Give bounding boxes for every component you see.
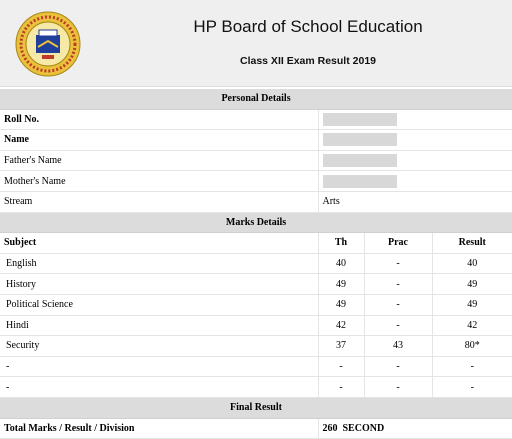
table-row	[0, 315, 512, 336]
col-prac: Prac	[364, 233, 432, 254]
row-father-name	[0, 150, 512, 171]
result-cell: 40	[432, 253, 512, 274]
row-name	[0, 130, 512, 151]
table-row	[0, 274, 512, 295]
table-row	[0, 294, 512, 315]
table-row	[0, 336, 512, 357]
result-cell: 42	[432, 315, 512, 336]
result-cell: 80*	[432, 336, 512, 357]
th-cell: 49	[318, 294, 364, 315]
prac-cell: -	[364, 274, 432, 295]
board-title: HP Board of School Education	[193, 17, 423, 36]
result-cell: 49	[432, 294, 512, 315]
section-personal-details	[0, 89, 512, 109]
table-row	[0, 253, 512, 274]
redacted-name	[323, 133, 397, 146]
subject-cell: Security	[0, 336, 318, 357]
page-header	[0, 0, 512, 87]
father-label: Father's Name	[0, 150, 318, 171]
table-row	[0, 356, 512, 377]
subject-cell: Hindi	[0, 315, 318, 336]
name-label: Name	[0, 130, 318, 151]
mother-label: Mother's Name	[0, 171, 318, 192]
th-cell: 49	[318, 274, 364, 295]
table-row	[0, 377, 512, 398]
th-cell: -	[318, 377, 364, 398]
mother-value	[318, 171, 512, 192]
row-roll-no	[0, 109, 512, 130]
marks-header-row	[0, 233, 512, 254]
section-marks-details	[0, 212, 512, 233]
prac-cell: -	[364, 377, 432, 398]
prac-cell: 43	[364, 336, 432, 357]
final-label: Total Marks / Result / Division	[0, 418, 318, 439]
subject-cell: English	[0, 253, 318, 274]
final-value: 260 SECOND	[318, 418, 512, 439]
row-mother-name	[0, 171, 512, 192]
redacted-mother	[323, 175, 397, 188]
result-table	[0, 89, 512, 439]
th-cell: -	[318, 356, 364, 377]
name-value	[318, 130, 512, 151]
th-cell: 37	[318, 336, 364, 357]
prac-cell: -	[364, 294, 432, 315]
board-seal-icon	[15, 11, 81, 77]
result-cell: -	[432, 377, 512, 398]
subject-cell: History	[0, 274, 318, 295]
row-final-result	[0, 418, 512, 439]
subject-cell: Political Science	[0, 294, 318, 315]
redacted-roll	[323, 113, 397, 126]
father-value	[318, 150, 512, 171]
section-final-result	[0, 397, 512, 418]
subject-cell: -	[0, 377, 318, 398]
roll-label: Roll No.	[0, 109, 318, 130]
section-title: Personal Details	[0, 89, 512, 109]
result-cell: -	[432, 356, 512, 377]
subject-cell: -	[0, 356, 318, 377]
section-title: Marks Details	[0, 212, 512, 233]
col-result: Result	[432, 233, 512, 254]
exam-title: Class XII Exam Result 2019	[240, 55, 376, 67]
col-th: Th	[318, 233, 364, 254]
row-stream	[0, 191, 512, 212]
roll-value	[318, 109, 512, 130]
col-subject: Subject	[0, 233, 318, 254]
result-cell: 49	[432, 274, 512, 295]
section-title: Final Result	[0, 397, 512, 418]
th-cell: 40	[318, 253, 364, 274]
prac-cell: -	[364, 253, 432, 274]
prac-cell: -	[364, 315, 432, 336]
redacted-father	[323, 154, 397, 167]
prac-cell: -	[364, 356, 432, 377]
stream-value: Arts	[318, 191, 512, 212]
th-cell: 42	[318, 315, 364, 336]
stream-label: Stream	[0, 191, 318, 212]
